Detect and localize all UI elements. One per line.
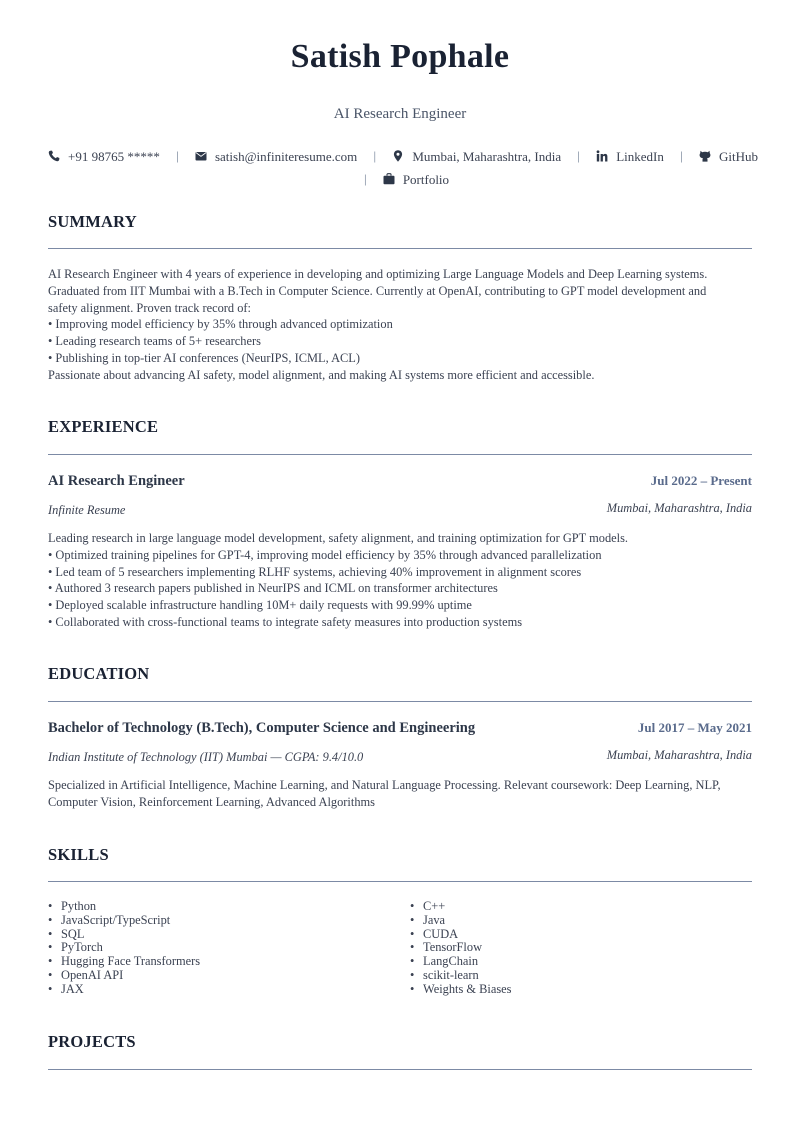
- skill-item: • Weights & Biases: [410, 981, 512, 996]
- education-body: [48, 777, 752, 811]
- contact-row: [48, 148, 758, 165]
- skill-item: • TensorFlow: [410, 940, 483, 955]
- skills-section: [48, 845, 752, 865]
- school-name: Indian Institute of Technology (IIT) Mumbai — CGPA: 9.4/10.0: [48, 750, 364, 764]
- contact-separator: |: [176, 148, 179, 163]
- phone-text: +91 98765 *****: [68, 149, 160, 165]
- section-divider: [48, 881, 752, 882]
- experience-line: • Led team of 5 researchers implementing RLHF systems, achieving 40% improvement in alignment scores: [48, 564, 582, 579]
- contact-portfolio[interactable]: [383, 172, 449, 188]
- email-icon: [195, 150, 207, 162]
- contact-separator: |: [373, 148, 377, 163]
- section-divider: [48, 701, 752, 702]
- summary-line: • Improving model efficiency by 35% through advanced optimization: [48, 317, 393, 332]
- github-text: GitHub: [718, 149, 758, 165]
- job-title: AI Research Engineer: [48, 473, 185, 489]
- experience-body: [48, 530, 752, 631]
- skill-item: • JavaScript/TypeScript: [48, 912, 171, 927]
- candidate-title: AI Research Engineer: [333, 106, 467, 122]
- contact-separator: |: [680, 148, 683, 163]
- education-line: Specialized in Artificial Intelligence, Machine Learning, and Natural Language Processing. Relevant coursework: Deep Learning, NLP,: [48, 778, 721, 792]
- projects-section: [48, 1032, 752, 1052]
- contact-email[interactable]: [195, 149, 357, 165]
- experience-entry-subheader: [48, 501, 752, 519]
- experience-line: Leading research in large language model development, safety alignment, and training optimization for GPT models.: [48, 531, 629, 545]
- education-section: [48, 664, 752, 684]
- portfolio-text: Portfolio: [402, 172, 450, 188]
- skill-item: • PyTorch: [48, 940, 103, 955]
- summary-body: [48, 266, 752, 384]
- phone-icon: [48, 150, 60, 162]
- experience-line: • Optimized training pipelines for GPT-4, improving model efficiency by 35% through advanced parallelization: [48, 547, 602, 562]
- summary-section: [48, 212, 752, 232]
- job-dates: Jul 2022 – Present: [650, 473, 752, 488]
- location-text: Mumbai, Maharashtra, India: [412, 149, 562, 165]
- github-icon: [699, 150, 711, 162]
- linkedin-text: LinkedIn: [616, 149, 664, 165]
- skill-item: • OpenAI API: [48, 967, 124, 982]
- skill-item: • Python: [48, 899, 97, 913]
- skill-item: • Hugging Face Transformers: [48, 954, 201, 969]
- experience-section: [48, 417, 752, 437]
- section-heading: SUMMARY: [48, 212, 137, 231]
- summary-line: safety alignment. Proven track record of:: [48, 300, 251, 315]
- education-entry-subheader: [48, 748, 752, 766]
- section-divider: [48, 454, 752, 455]
- section-heading: SKILLS: [48, 845, 109, 864]
- briefcase-icon: [383, 173, 395, 185]
- candidate-name: Satish Pophale: [290, 38, 510, 75]
- skill-item: • scikit-learn: [410, 967, 479, 982]
- school-location: Mumbai, Maharashtra, India: [606, 748, 752, 762]
- contact-row-2: [48, 171, 752, 188]
- contact-separator: |: [363, 171, 367, 186]
- section-heading: PROJECTS: [48, 1032, 136, 1051]
- degree-title: Bachelor of Technology (B.Tech), Computer Science and Engineering: [48, 720, 476, 736]
- contact-linkedin[interactable]: [596, 149, 664, 165]
- section-divider: [48, 248, 752, 249]
- skill-item: • SQL: [48, 926, 85, 941]
- summary-line: Passionate about advancing AI safety, model alignment, and making AI systems more efficient and accessible.: [48, 367, 595, 382]
- email-text: satish@infiniteresume.com: [214, 149, 358, 165]
- summary-line: • Publishing in top-tier AI conferences (NeurIPS, ICML, ACL): [48, 350, 360, 365]
- skills-column-right: [410, 900, 511, 997]
- section-heading: EDUCATION: [48, 664, 150, 683]
- location-pin-icon: [392, 150, 404, 162]
- experience-line: • Collaborated with cross-functional teams to integrate safety measures into production systems: [48, 614, 523, 629]
- skill-item: • C++: [410, 899, 446, 913]
- skill-item: • LangChain: [410, 954, 479, 969]
- linkedin-icon: [596, 150, 608, 162]
- experience-line: • Authored 3 research papers published in NeurIPS and ICML on transformer architectures: [48, 581, 498, 596]
- contact-phone[interactable]: [48, 149, 160, 165]
- summary-line: Graduated from IIT Mumbai with a B.Tech in Computer Science. Currently at OpenAI, contributing to GPT model development and: [48, 283, 707, 298]
- skill-item: • JAX: [48, 981, 84, 996]
- summary-line: AI Research Engineer with 4 years of experience in developing and optimizing Large Language Models and Deep Learning systems.: [48, 267, 708, 281]
- education-entry-header: [48, 719, 752, 737]
- experience-entry-header: [48, 472, 752, 490]
- contact-github[interactable]: [699, 149, 758, 165]
- summary-line: • Leading research teams of 5+ researchers: [48, 334, 261, 349]
- contact-separator: |: [577, 148, 580, 163]
- education-line: Computer Vision, Reinforcement Learning, Advanced Algorithms: [48, 794, 375, 809]
- skills-column-left: [48, 900, 200, 997]
- section-heading: EXPERIENCE: [48, 417, 159, 436]
- skill-item: • CUDA: [410, 926, 459, 941]
- education-dates: Jul 2017 – May 2021: [637, 720, 752, 735]
- skill-item: • Java: [410, 912, 446, 927]
- job-location: Mumbai, Maharashtra, India: [606, 501, 752, 515]
- experience-line: • Deployed scalable infrastructure handling 10M+ daily requests with 99.99% uptime: [48, 598, 472, 613]
- company-name: Infinite Resume: [48, 503, 126, 517]
- section-divider: [48, 1069, 752, 1070]
- contact-location: [392, 149, 561, 165]
